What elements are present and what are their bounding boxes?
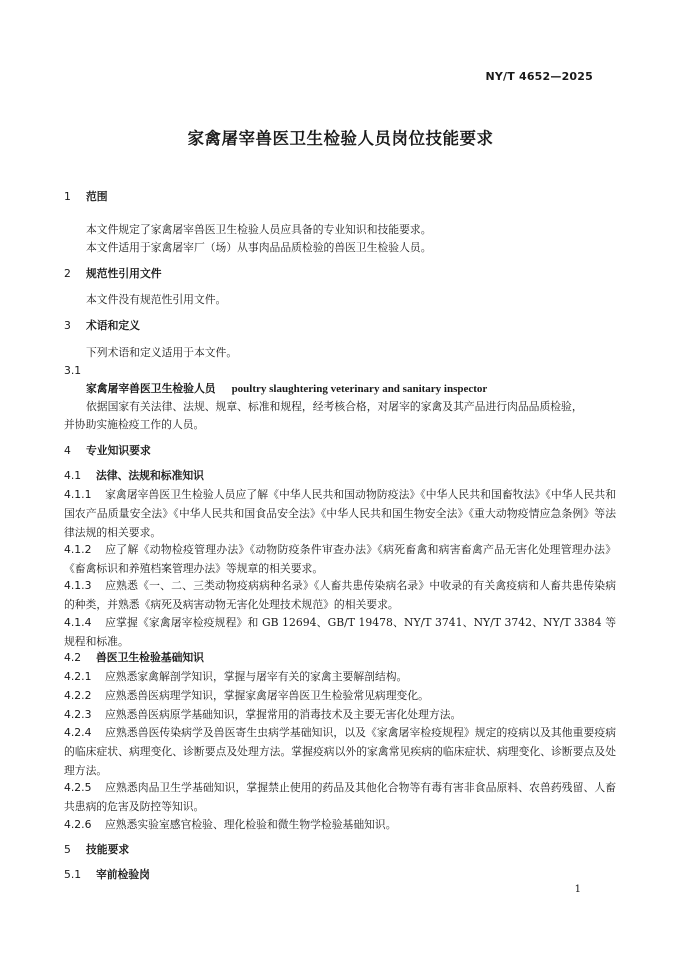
clause-text: 应熟悉兽医病原学基础知识，掌握常用的消毒技术及主要无害化处理方法。 — [105, 708, 462, 721]
document-number: NY/T 4652—2025 — [485, 70, 593, 83]
clause-text: 应熟悉《一、二、三类动物疫病病种名录》《人畜共患传染病名录》中收录的有关禽疫病和人畜共患传染病的种类，并熟悉《病死及病害动物无害化处理技术规范》的相关要求。 — [64, 579, 616, 611]
page-title: 家禽屠宰兽医卫生检验人员岗位技能要求 — [187, 129, 494, 148]
section-number: 5 — [64, 843, 71, 856]
clause-number: 4.2.3 — [64, 708, 92, 721]
subsection-title: 兽医卫生检验基础知识 — [96, 651, 204, 664]
clause-text: 应熟悉兽医病理学知识，掌握家禽屠宰兽医卫生检验常见病理变化。 — [105, 689, 429, 702]
clause-4-1-4 — [64, 613, 616, 651]
subsection-title: 宰前检验岗 — [96, 868, 150, 881]
clause-4-1-3 — [64, 576, 616, 614]
subsection-number: 4.2 — [64, 651, 82, 664]
clause-number: 4.2.2 — [64, 689, 92, 702]
subsection-5-1-heading — [64, 867, 150, 882]
clause-text: 应熟悉肉品卫生学基础知识，掌握禁止使用的药品及其他化合物等有毒有害非食品原料、农兽药残留、人畜共患病的危害及防控等知识。 — [64, 781, 616, 813]
term-chinese: 家禽屠宰兽医卫生检验人员 — [86, 382, 216, 395]
clause-4-2-2 — [64, 686, 616, 705]
section-title: 范围 — [86, 190, 108, 203]
section-3-heading — [64, 318, 140, 333]
clause-4-2-3 — [64, 705, 616, 724]
section-1-heading — [64, 189, 108, 204]
section-4-heading — [64, 443, 151, 458]
subsection-number: 4.1 — [64, 469, 82, 482]
clause-4-2-4 — [64, 723, 616, 780]
clause-number: 4.2.5 — [64, 781, 92, 794]
clause-4-1-2 — [64, 540, 616, 578]
paragraph: 本文件适用于家禽屠宰厂（场）从事肉品品质检验的兽医卫生检验人员。 — [86, 241, 432, 254]
term-entry — [86, 379, 487, 399]
clause-text: 应熟悉家禽解剖学知识，掌握与屠宰有关的家禽主要解剖结构。 — [105, 670, 408, 683]
section-title: 术语和定义 — [86, 319, 140, 332]
term-definition-line2: 并协助实施检疫工作的人员。 — [64, 418, 205, 431]
section-number: 1 — [64, 190, 71, 203]
clause-text: 家禽屠宰兽医卫生检验人员应了解《中华人民共和国动物防疫法》《中华人民共和国畜牧法》《中华人民共和国农产品质量安全法》《中华人民共和国食品安全法》《中华人民共和国生物安全法》《重大动物疫情应急条例》等法律法规的相关要求。 — [64, 488, 616, 539]
paragraph: 下列术语和定义适用于本文件。 — [86, 346, 238, 359]
section-title: 专业知识要求 — [86, 444, 151, 457]
term-number: 3.1 — [64, 364, 82, 377]
section-number: 4 — [64, 444, 71, 457]
subsection-number: 5.1 — [64, 868, 82, 881]
term-definition-line1: 依据国家有关法律、法规、规章、标准和规程，经考核合格，对屠宰的家禽及其产品进行肉品品质检验， — [86, 400, 583, 413]
clause-4-2-5 — [64, 778, 616, 816]
clause-4-1-1 — [64, 485, 616, 542]
section-title: 规范性引用文件 — [86, 267, 162, 280]
clause-4-2-6 — [64, 815, 616, 834]
clause-number: 4.2.1 — [64, 670, 92, 683]
clause-number: 4.2.6 — [64, 818, 92, 831]
section-number: 2 — [64, 267, 71, 280]
paragraph: 本文件没有规范性引用文件。 — [86, 293, 227, 306]
subsection-4-2-heading — [64, 650, 204, 665]
term-english: poultry slaughtering veterinary and sanitary inspector — [231, 383, 488, 395]
clause-text: 应了解《动物检疫管理办法》《动物防疫条件审查办法》《病死畜禽和病害畜禽产品无害化处理管理办法》《畜禽标识和养殖档案管理办法》等规章的相关要求。 — [64, 543, 616, 575]
clause-text: 应熟悉兽医传染病学及兽医寄生虫病学基础知识，以及《家禽屠宰检疫规程》规定的疫病以及其他重要疫病的临床症状、病理变化、诊断要点及处理方法。掌握疫病以外的家禽常见疾病的临床症状、病理变化、诊断要点及处理方法。 — [64, 726, 616, 777]
clause-number: 4.1.1 — [64, 488, 92, 501]
page-number: 1 — [574, 884, 581, 895]
section-5-heading — [64, 842, 129, 857]
clause-text: 应熟悉实验室感官检验、理化检验和微生物学检验基础知识。 — [105, 818, 397, 831]
section-2-heading — [64, 266, 162, 281]
clause-number: 4.2.4 — [64, 726, 92, 739]
section-title: 技能要求 — [86, 843, 130, 856]
clause-number: 4.1.4 — [64, 616, 92, 629]
section-number: 3 — [64, 319, 71, 332]
clause-4-2-1 — [64, 667, 616, 686]
subsection-title: 法律、法规和标准知识 — [96, 469, 204, 482]
clause-number: 4.1.3 — [64, 579, 92, 592]
subsection-4-1-heading — [64, 468, 204, 483]
clause-text: 应掌握《家禽屠宰检疫规程》和 GB 12694、GB/T 19478、NY/T 3741、NY/T 3742、NY/T 3384 等规程和标准。 — [64, 616, 616, 648]
paragraph: 本文件规定了家禽屠宰兽医卫生检验人员应具备的专业知识和技能要求。 — [86, 223, 432, 236]
clause-number: 4.1.2 — [64, 543, 92, 556]
